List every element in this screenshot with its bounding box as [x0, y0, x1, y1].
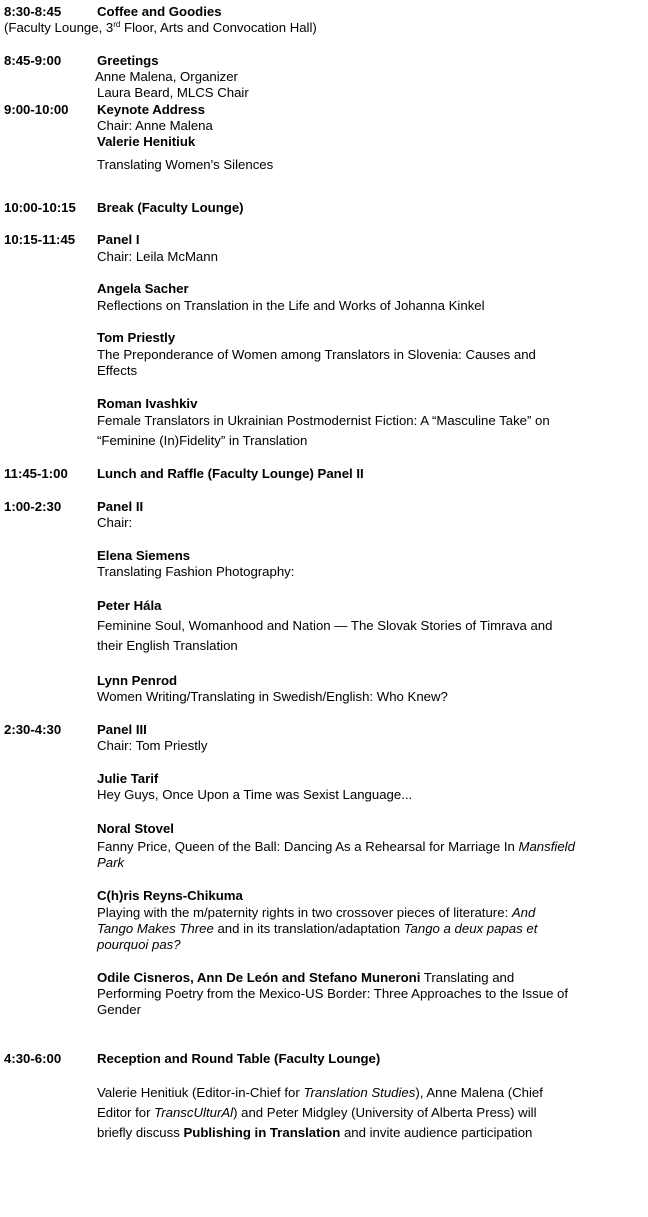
talk-title: Translating Fashion Photography:: [97, 564, 295, 579]
speaker-name: C(h)ris Reyns-Chikuma: [97, 888, 243, 903]
session-title: Panel II: [97, 499, 144, 514]
session-description: Valerie Henitiuk (Editor-in-Chief for Translation Studies), Anne Malena (Chief: [97, 1085, 543, 1100]
talk-title: Translating and: [420, 970, 515, 985]
session-title: Break (Faculty Lounge): [97, 200, 244, 215]
greeter-line: Anne Malena, Organizer: [95, 69, 238, 84]
session-time: 9:00-10:00: [4, 102, 69, 117]
speaker-name: Angela Sacher: [97, 281, 189, 296]
session-time: 2:30-4:30: [4, 722, 62, 737]
session-location: (Faculty Lounge, 3rd Floor, Arts and Convocation Hall): [4, 20, 317, 35]
session-chair: Chair: Anne Malena: [97, 118, 213, 133]
speaker-name: Peter Hála: [97, 598, 162, 613]
talk-title: Fanny Price, Queen of the Ball: Dancing As a Rehearsal for Marriage In Mansfield: [97, 839, 575, 854]
session-time: 1:00-2:30: [4, 499, 62, 514]
session-time: 8:45-9:00: [4, 53, 62, 68]
talk-title: Hey Guys, Once Upon a Time was Sexist Language...: [97, 787, 413, 802]
session-time: 4:30-6:00: [4, 1051, 62, 1066]
talk-title: Performing Poetry from the Mexico-US Border: Three Approaches to the Issue of: [97, 986, 569, 1001]
speaker-name: Julie Tarif: [97, 771, 159, 786]
speaker-name: Odile Cisneros, Ann De León and Stefano Muneroni: [97, 970, 421, 985]
talk-title: Feminine Soul, Womanhood and Nation — The Slovak Stories of Timrava and: [97, 618, 553, 633]
speaker-name: Valerie Henitiuk: [97, 134, 196, 149]
talk-title: Translating Women's Silences: [97, 157, 274, 172]
session-title: Panel III: [97, 722, 147, 737]
session-title: Reception and Round Table (Faculty Lounge): [97, 1051, 381, 1066]
session-time: 8:30-8:45: [4, 4, 62, 19]
session-title: Greetings: [97, 53, 159, 68]
speaker-name: Lynn Penrod: [97, 673, 178, 688]
session-title: Lunch and Raffle (Faculty Lounge) Panel II: [97, 466, 364, 481]
session-time: 10:00-10:15: [4, 200, 76, 215]
talk-title: The Preponderance of Women among Translators in Slovenia: Causes and: [97, 347, 536, 362]
session-title: Panel I: [97, 232, 140, 247]
talk-title: “Feminine (In)Fidelity” in Translation: [97, 433, 308, 448]
speaker-name: Noral Stovel: [97, 821, 174, 836]
talk-title: pourquoi pas?: [97, 937, 181, 952]
talk-title: Reflections on Translation in the Life and Works of Johanna Kinkel: [97, 298, 485, 313]
session-description: Editor for TranscUlturAl) and Peter Midgley (University of Alberta Press) will: [97, 1105, 537, 1120]
talk-title: Tango Makes Three and in its translation/adaptation Tango a deux papas et: [97, 921, 538, 936]
speaker-entry: [97, 970, 514, 986]
session-chair: Chair:: [97, 515, 133, 530]
session-time: 11:45-1:00: [4, 466, 68, 481]
speaker-name: Elena Siemens: [97, 548, 191, 563]
talk-title: Women Writing/Translating in Swedish/English: Who Knew?: [97, 689, 448, 704]
session-title: Keynote Address: [97, 102, 205, 117]
session-title: Coffee and Goodies: [97, 4, 222, 19]
session-description: briefly discuss Publishing in Translation and invite audience participation: [97, 1125, 533, 1140]
talk-title: Park: [97, 855, 125, 870]
session-chair: Chair: Leila McMann: [97, 249, 218, 264]
talk-title: Gender: [97, 1002, 141, 1017]
speaker-name: Roman Ivashkiv: [97, 396, 198, 411]
session-chair: Chair: Tom Priestly: [97, 738, 208, 753]
greeter-line: Laura Beard, MLCS Chair: [97, 85, 249, 100]
session-time: 10:15-11:45: [4, 232, 76, 247]
talk-title: Female Translators in Ukrainian Postmodernist Fiction: A “Masculine Take” on: [97, 413, 550, 428]
talk-title: Playing with the m/paternity rights in two crossover pieces of literature: And: [97, 905, 536, 920]
speaker-name: Tom Priestly: [97, 330, 176, 345]
talk-title: their English Translation: [97, 638, 238, 653]
talk-title: Effects: [97, 363, 138, 378]
